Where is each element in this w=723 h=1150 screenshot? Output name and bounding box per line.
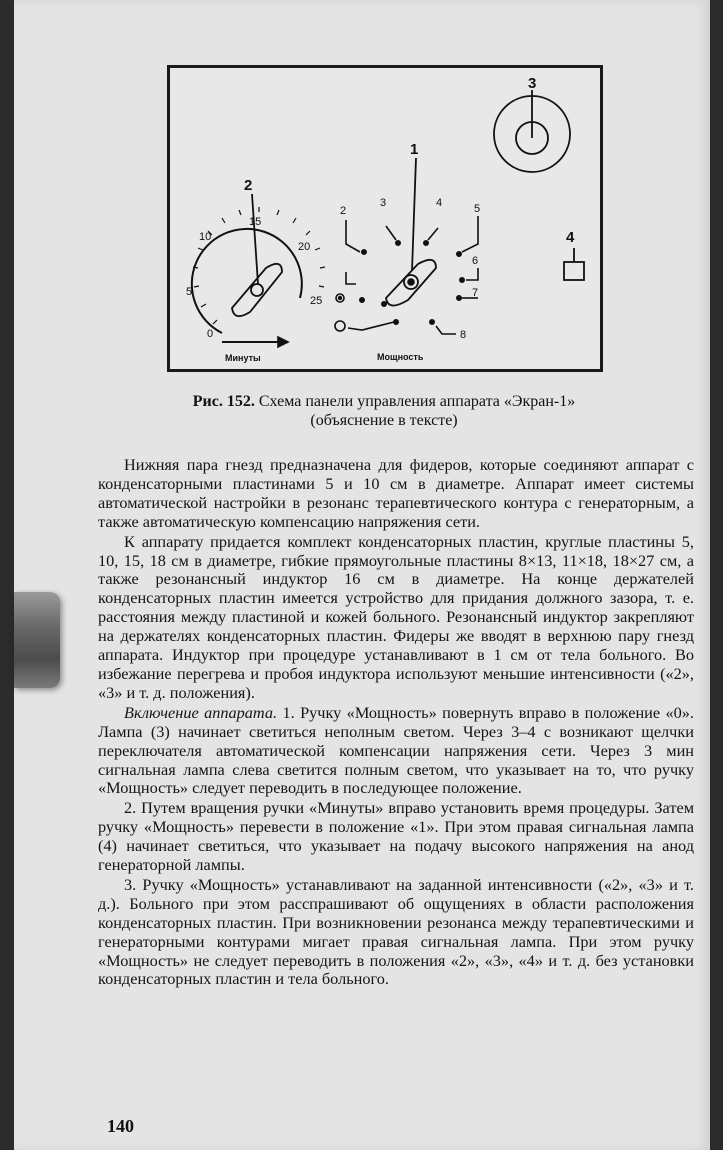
italic-heading: Включение аппарата.	[124, 702, 278, 722]
label-1: 1	[410, 141, 419, 158]
panel-diagram	[170, 68, 600, 369]
power-switch	[335, 158, 481, 334]
paragraph: 2. Путем вращения ручки «Минуты» вправо установить время процедуры. Затем ручку «Мощность» перевести в положение «1». При этом правая сигнальная лампа (4) начинает светиться, что указывает на подачу высокого напряжения на анод генераторной лампы.	[98, 798, 694, 875]
dial-5: 5	[186, 286, 193, 298]
switch-6: 6	[472, 255, 479, 267]
paragraph: Нижняя пара гнезд предназначена для фидеров, которые соединяют аппарат с конденсаторными пластинами 5 и 10 см в диаметре. Аппарат имеет системы автоматической настройки в резонанс терапевтического контура с генераторным, а также автоматическую компенсацию напряжения сети.	[98, 455, 694, 531]
dial-20: 20	[298, 241, 311, 253]
binder-clip	[14, 592, 60, 688]
minutes-label: Минуты	[225, 353, 261, 363]
paragraph: К аппарату придается комплект конденсаторных пластин, круглые пластины 5, 10, 15, 18 см в диаметре, гибкие прямоугольные пластины 8×13, 11×18, 18×27 см, а также резонансный индуктор 16 см в диаметре. На конце держателей конденсаторных пластин имеется устройство для придания должного зазора, т. е. расстояния между пластиной и кожей больного. Резонансный индуктор закрепляют на держателях конденсаторных пластин. Фидеры же вводят в верхнюю пару гнезд аппарата. Индуктор при процедуре устанавливают в 1 см от тела больного. Во избежание перегрева и пробоя индуктора используют меньшие интенсивности («2», «3» и т. д. положения).	[98, 531, 694, 702]
book-page	[14, 0, 710, 1150]
switch-7: 7	[472, 287, 479, 299]
figure-caption	[134, 392, 634, 430]
body-text	[98, 456, 694, 989]
paragraph	[98, 704, 694, 799]
switch-8: 8	[460, 329, 467, 341]
dial-0: 0	[207, 328, 214, 340]
caption-line1: Схема панели управления аппарата «Экран-1»	[258, 393, 576, 410]
label-3: 3	[528, 75, 537, 92]
paragraph-rest: 1. Ручку «Мощность» повернуть вправо в положение «0». Лампа (3) начинает светиться неполным светом. Через 3–4 с возникают щелчки переключателя автоматической компенсации напряжения сети. Через 3 мин сигнальная лампа слева светится полным светом, что указывает на то, что ручку «Мощность» следует переводить в последующее положение.	[98, 702, 694, 798]
power-label: Мощность	[377, 352, 424, 362]
caption-line2: (объяснение в тексте)	[310, 412, 458, 429]
paragraph: 3. Ручку «Мощность» устанавливают на заданной интенсивности («2», «3» и т. д.). Больного при этом расспрашивают об ощущениях в области расположения конденсаторных пластин. При возникновении резонанса между терапевтическими и генераторными контурами мигает правая сигнальная лампа. При этом ручку «Мощность» не следует переводить в положения «2», «3», «4» и т. д. без установки конденсаторных пластин и тела больного.	[98, 874, 694, 989]
switch-3: 3	[380, 197, 387, 209]
dial-25: 25	[310, 295, 323, 307]
dial-10: 10	[199, 231, 212, 243]
page-number: 140	[107, 1116, 134, 1136]
switch-5: 5	[474, 203, 481, 215]
signal-lamp-3	[494, 90, 570, 172]
control-panel-figure	[167, 65, 603, 372]
label-2: 2	[244, 177, 253, 194]
switch-4: 4	[436, 197, 443, 209]
signal-lamp-4	[564, 248, 584, 280]
switch-2: 2	[340, 205, 347, 217]
label-4: 4	[566, 229, 575, 246]
caption-label: Рис. 152.	[192, 393, 255, 410]
dial-15: 15	[249, 216, 262, 228]
